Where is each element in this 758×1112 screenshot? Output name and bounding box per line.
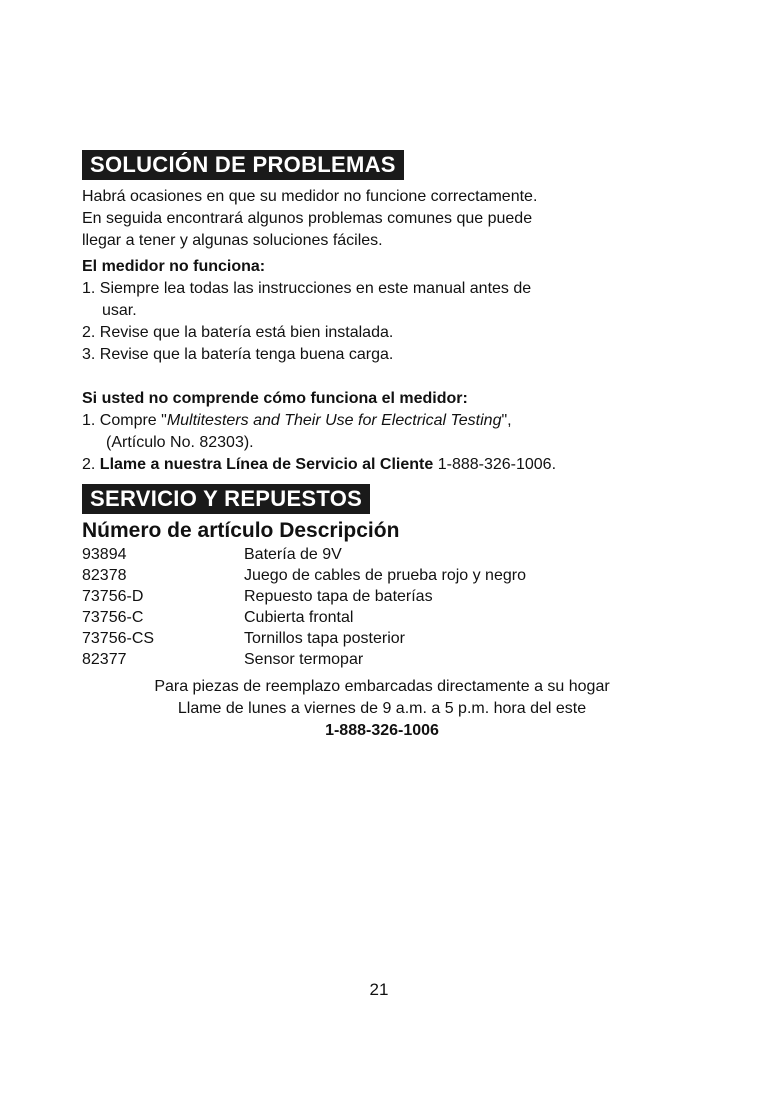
replacement-phone: 1-888-326-1006 (325, 722, 439, 739)
part-number: 82378 (82, 567, 127, 584)
book-title: Multitesters and Their Use for Electrical Testing (166, 412, 502, 429)
problem1-title: El medidor no funciona: (82, 258, 266, 275)
part-number: 82377 (82, 651, 127, 668)
problem2-item-1-suffix: ", (501, 412, 512, 429)
problem1-item-1-cont: usar. (102, 302, 137, 319)
part-number: 73756-CS (82, 630, 155, 647)
part-description: Batería de 9V (244, 546, 342, 563)
replacement-line-2: Llame de lunes a viernes de 9 a.m. a 5 p.m. hora del este (177, 700, 587, 717)
replacement-info (82, 676, 682, 742)
intro-line-3: llegar a tener y algunas soluciones fáciles. (82, 232, 383, 249)
part-description: Sensor termopar (244, 651, 364, 668)
part-number: 73756-C (82, 609, 144, 626)
problem2-item-1-prefix: 1. Compre " (82, 412, 167, 429)
part-description: Repuesto tapa de baterías (244, 588, 433, 605)
intro-line-1: Habrá ocasiones en que su medidor no funcione correctamente. (82, 188, 538, 205)
table-row (82, 649, 722, 670)
problem1-item-2: 2. Revise que la batería está bien instalada. (82, 324, 394, 341)
troubleshooting-section (82, 150, 722, 476)
problem2-item-1-cont: (Artículo No. 82303). (106, 434, 254, 451)
problem1-item-1: 1. Siempre lea todas las instrucciones en este manual antes de (82, 280, 532, 297)
page-number: 21 (369, 980, 389, 999)
parts-table-title: Número de artículo Descripción (82, 519, 400, 542)
intro-line-2: En seguida encontrará algunos problemas comunes que puede (82, 210, 533, 227)
manual-page (82, 150, 722, 742)
problem2-item-1 (82, 410, 722, 432)
customer-service-phone: 1-888-326-1006. (433, 456, 557, 473)
problem2-item-2 (82, 454, 722, 476)
customer-service-label: Llame a nuestra Línea de Servicio al Cliente (99, 456, 434, 473)
table-row (82, 544, 722, 565)
problem1-item-3: 3. Revise que la batería tenga buena carga. (82, 346, 394, 363)
table-row (82, 565, 722, 586)
part-description: Juego de cables de prueba rojo y negro (244, 567, 526, 584)
part-description: Cubierta frontal (244, 609, 354, 626)
part-description: Tornillos tapa posterior (244, 630, 405, 647)
problem2-title: Si usted no comprende cómo funciona el medidor: (82, 390, 468, 407)
service-section (82, 484, 722, 742)
table-row (82, 607, 722, 628)
part-number: 93894 (82, 546, 127, 563)
replacement-line-1: Para piezas de reemplazo embarcadas directamente a su hogar (154, 678, 610, 695)
troubleshooting-header: SOLUCIÓN DE PROBLEMAS (82, 150, 404, 180)
table-row (82, 586, 722, 607)
service-header: SERVICIO Y REPUESTOS (82, 484, 370, 514)
parts-table (82, 544, 722, 670)
table-row (82, 628, 722, 649)
problem2-item-2-prefix: 2. (82, 456, 100, 473)
part-number: 73756-D (82, 588, 144, 605)
